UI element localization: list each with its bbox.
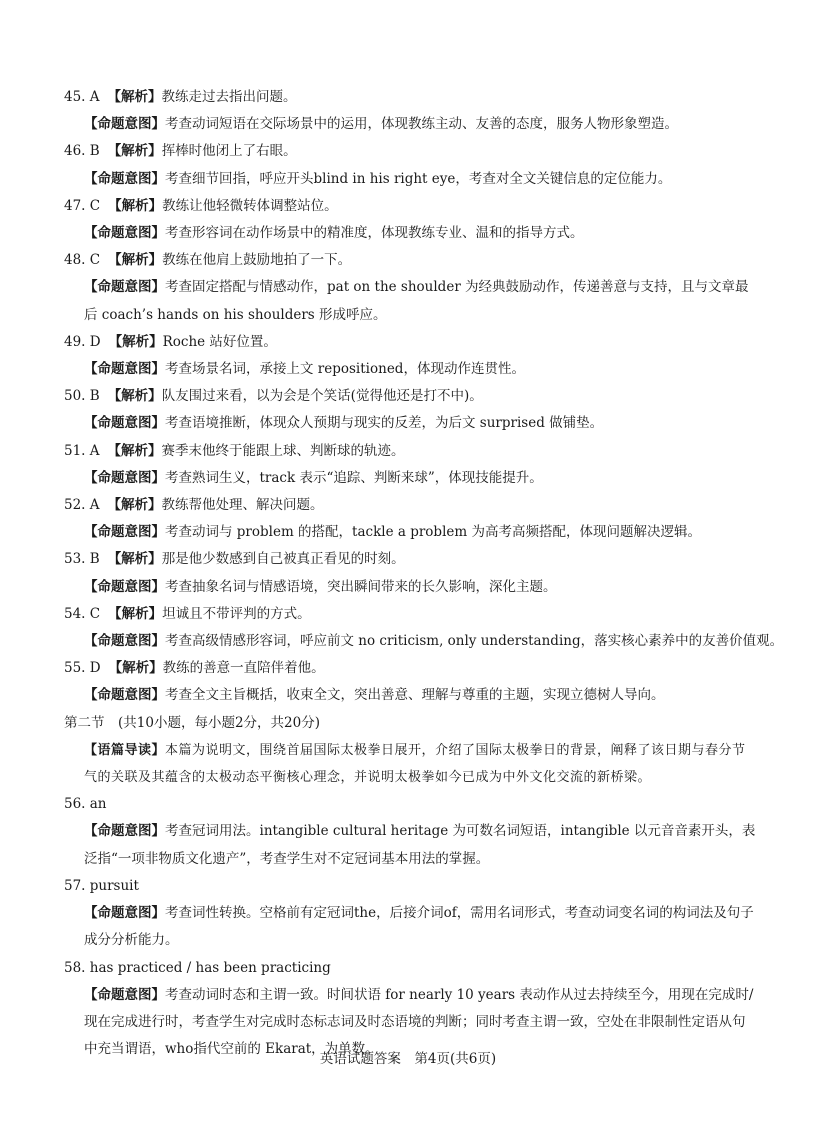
analysis-text: Roche 站好位置。 [162,333,277,350]
intent-tag: 【命题意图】 [84,905,165,922]
analysis-text: 教练让他轻微转体调整站位。 [162,197,338,214]
guide-tag: 【语篇导读】 [84,742,166,758]
analysis-tag: 【解析】 [107,497,162,514]
analysis-tag: 【解析】 [107,143,162,160]
answer-item-55 [64,655,756,709]
answer-number: 54. C [64,605,101,622]
answer-item-52 [64,492,756,546]
analysis-tag: 【解析】 [108,660,163,677]
intent-tag: 【命题意图】 [84,225,165,242]
reading-guide [64,737,756,791]
intent-tag: 【命题意图】 [84,361,165,378]
intent-text: 考查动词与 problem 的搭配，tackle a problem 为高考高频搭配，体现问题解决逻辑。 [165,524,701,541]
answer-number: 49. D [64,333,101,350]
answer-item-57 [64,873,756,955]
intent-text: 考查固定搭配与情感动作，pat on the shoulder 为经典鼓励动作，传递善意与支持，且与文章最后 coach’s hands on his shoulders 形成呼应。 [84,279,749,323]
intent-tag: 【命题意图】 [84,687,165,704]
intent-text: 考查语境推断，体现众人预期与现实的反差，为后文 surprised 做铺垫。 [165,415,604,432]
answer-item-49 [64,329,756,383]
answer-number: 47. C [64,197,101,214]
intent-text: 考查词性转换。空格前有定冠词the，后接介词of，需用名词形式，考查动词变名词的构词法及句子成分分析能力。 [84,905,754,949]
intent-tag: 【命题意图】 [84,279,165,296]
intent-text: 考查形容词在动作场景中的精准度，体现教练专业、温和的指导方式。 [165,225,584,242]
intent-text: 考查冠词用法。intangible cultural heritage 为可数名词短语，intangible 以元音音素开头，表泛指“一项非物质文化遗产”，考查学生对不定冠词基本用法的掌握。 [84,823,756,867]
analysis-tag: 【解析】 [108,252,163,269]
intent-text: 考查全文主旨概括，收束全文，突出善意、理解与尊重的主题，实现立德树人导向。 [165,687,665,704]
analysis-text: 教练的善意一直陪伴着他。 [162,660,325,677]
analysis-text: 挥棒时他闭上了右眼。 [161,143,297,160]
answer-number: 50. B [64,388,100,405]
intent-text: 考查动词时态和主谓一致。时间状语 for nearly 10 years 表动作从过去持续至今，用现在完成时/现在完成进行时，考查学生对完成时态标志词及时态语境的判断；同时考查主谓一致，空处在非限制性定语从句中充当谓语，who指代空前的 Ekarat，为单数。 [84,986,754,1058]
analysis-text: 那是他少数感到自己被真正看见的时刻。 [161,551,405,568]
intent-text: 考查细节回指，呼应开头blind in his right eye，考查对全文关键信息的定位能力。 [165,170,672,187]
intent-tag: 【命题意图】 [84,986,165,1003]
analysis-tag: 【解析】 [107,551,162,568]
answer-number: 56. an [64,796,107,813]
section-heading: 第二节 (共10小题，每小题2分，共20分) [64,714,320,731]
analysis-tag: 【解析】 [107,388,162,405]
answer-item-46 [64,138,756,192]
intent-text: 考查场景名词，承接上文 repositioned，体现动作连贯性。 [165,361,525,378]
answer-item-54 [64,601,784,655]
answer-number: 45. A [64,89,100,105]
answer-item-51 [64,438,756,492]
answer-item-56 [64,791,756,873]
answer-item-45 [64,84,756,138]
guide-text: 本篇为说明文，围绕首届国际太极拳日展开，介绍了国际太极拳日的背景，阐释了该日期与春分节气的关联及其蕴含的太极动态平衡核心理念，并说明太极拳如今已成为中外文化交流的新桥梁。 [84,742,746,786]
intent-text: 考查抽象名词与情感语境，突出瞬间带来的长久影响，深化主题。 [165,578,557,595]
intent-text: 考查熟词生义，track 表示“追踪、判断来球”，体现技能提升。 [165,469,543,486]
intent-tag: 【命题意图】 [84,116,165,133]
answer-item-50 [64,383,756,437]
answer-number: 57. pursuit [64,877,139,894]
intent-tag: 【命题意图】 [84,469,165,486]
analysis-text: 队友围过来看，以为会是个笑话(觉得他还是打不中)。 [161,388,483,405]
intent-tag: 【命题意图】 [84,578,165,595]
analysis-text: 教练帮他处理、解决问题。 [161,497,324,514]
answer-number: 46. B [64,143,100,160]
analysis-text: 教练在他肩上鼓励地拍了一下。 [162,252,352,269]
answer-number: 53. B [64,551,100,568]
analysis-tag: 【解析】 [108,197,163,214]
answer-item-47 [64,193,756,247]
analysis-text: 赛季末他终于能跟上球、判断球的轨迹。 [161,442,405,459]
answer-number: 48. C [64,252,101,269]
intent-text: 考查高级情感形容词，呼应前文 no criticism, only understanding，落实核心素养中的友善价值观。 [165,633,784,650]
intent-text: 考查动词短语在交际场景中的运用，体现教练主动、友善的态度，服务人物形象塑造。 [165,116,678,133]
intent-tag: 【命题意图】 [84,415,165,432]
intent-tag: 【命题意图】 [84,524,165,541]
analysis-tag: 【解析】 [107,89,162,105]
answer-number: 55. D [64,660,101,677]
intent-tag: 【命题意图】 [84,170,165,187]
answer-number: 58. has practiced / has been practicing [64,959,331,976]
analysis-tag: 【解析】 [108,333,163,350]
answer-item-53 [64,546,756,600]
answer-number: 51. A [64,442,100,459]
analysis-tag: 【解析】 [108,605,163,622]
analysis-tag: 【解析】 [107,442,162,459]
answer-number: 52. A [64,497,100,514]
analysis-text: 坦诚且不带评判的方式。 [162,605,311,622]
analysis-text: 教练走过去指出问题。 [161,89,297,105]
page-footer: 英语试题答案 第4页(共6页) [319,1051,497,1067]
intent-tag: 【命题意图】 [84,633,165,650]
answer-item-48 [64,247,756,329]
intent-tag: 【命题意图】 [84,823,165,840]
